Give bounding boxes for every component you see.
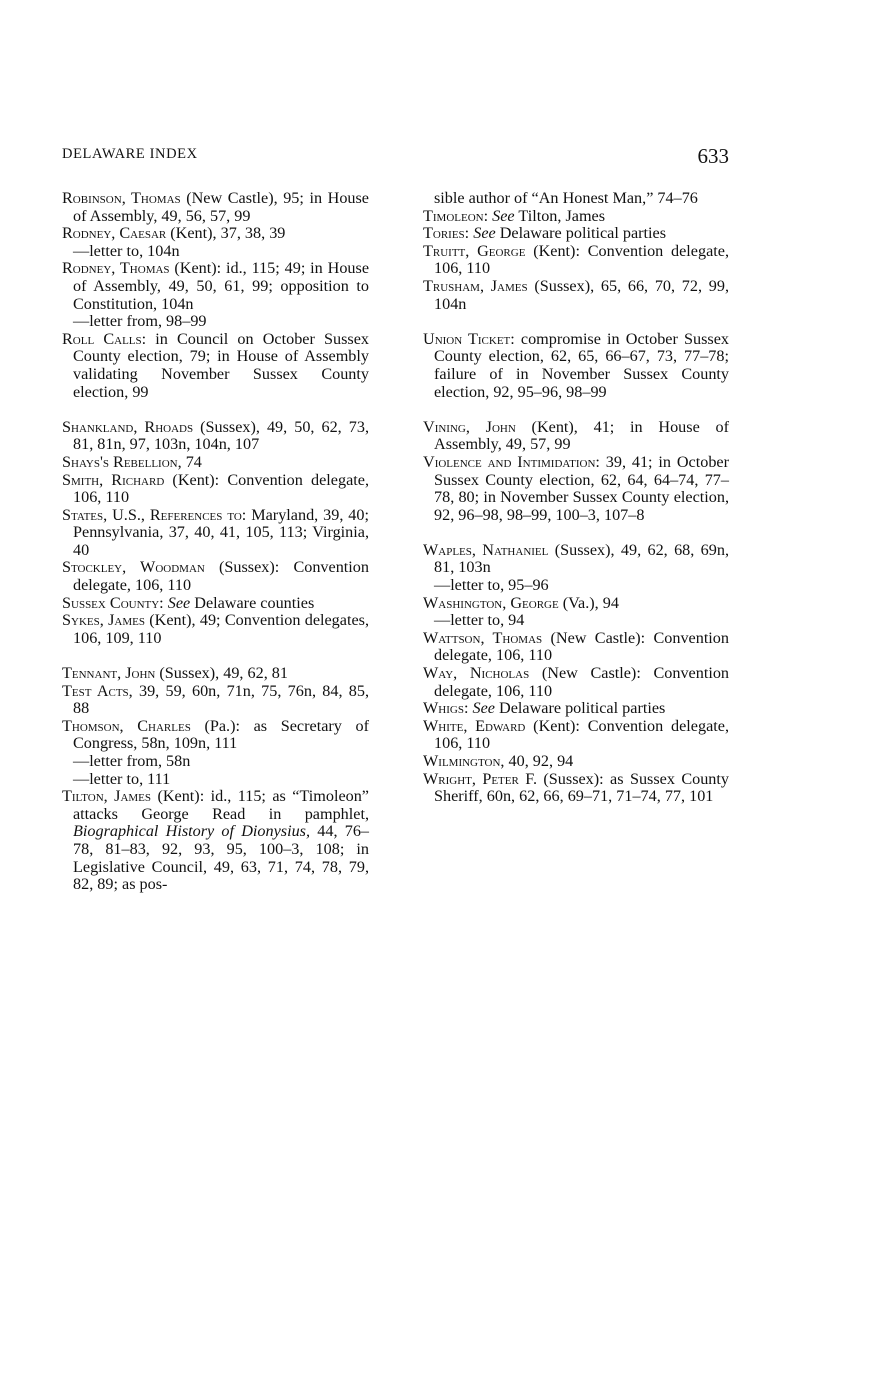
entry-heading: Roll Calls: [62,329,147,348]
index-entry: Vining, John (Kent), 41; in House of Assembly, 49, 57, 99 [423,417,730,454]
entry-heading: Tilton, James [62,787,152,806]
entry-heading: Trusham, James [423,276,528,295]
index-entry: Rodney, Thomas (Kent): id., 115; 49; in House of Assembly, 49, 50, 61, 99; opposition to Constitution, 104n [62,259,370,313]
index-entry: Waples, Nathaniel (Sussex), 49, 62, 68, 69n, 81, 103n [423,540,729,577]
sub-entry: —letter to, 94 [434,611,525,630]
index-entry: Wattson, Thomas (New Castle): Convention delegate, 106, 110 [423,628,729,665]
entry-heading: Truitt, George [423,241,526,260]
entry-heading: Robinson, Thomas [62,189,181,207]
index-entry: Roll Calls: in Council on October Sussex County election, 79; in House of Assembly validating November Sussex County election, 99 [62,329,369,401]
index-entry: Wilmington, 40, 92, 94 [423,752,574,770]
pamphlet-title: Biographical History of Dionysius, [73,822,311,841]
index-entry: Washington, George (Va.), 94 [423,593,619,612]
entry-heading: Whigs: [423,699,469,718]
entry-heading: Smith, Richard [62,470,165,489]
entry-heading: States, U.S., References to: [62,505,247,524]
index-entry-continued: sible author of “An Honest Man,” 74–76 [434,189,698,207]
sub-entry: —letter from, 58n [73,752,191,770]
index-entry: Violence and Intimidation: 39, 41; in October Sussex County election, 62, 64, 64–74, 77–78, 80; in November Sussex County election, 92, 96–98, 98–99, 100–3, 107–8 [423,452,729,524]
index-entry: Whigs: See Delaware political parties [423,699,666,718]
page-number: 633 [697,144,729,168]
index-entry: Test Acts, 39, 59, 60n, 71n, 75, 76n, 84, 85, 88 [62,681,370,718]
index-entry: Sykes, James (Kent), 49; Convention delegates, 106, 109, 110 [62,611,369,647]
index-entry: Truitt, George (Kent): Convention delegate, 106, 110 [423,241,729,278]
index-entry: States, U.S., References to: Maryland, 39, 40; Pennsylvania, 37, 40, 41, 105, 113; Virginia, 40 [62,505,369,559]
sub-entry: —letter from, 98–99 [73,312,207,331]
index-entry: Shays's Rebellion, 74 [62,452,202,471]
index-entry: Robinson, Thomas (New Castle), 95; in House of Assembly, 49, 56, 57, 99 [62,189,369,225]
index-entry: Rodney, Caesar (Kent), 37, 38, 39 [62,224,286,243]
entry-heading: Vining, John [423,417,516,436]
entry-heading: Sykes, James [62,611,145,630]
entry-heading: Test Acts, [62,681,133,700]
index-entry: Stockley, Woodman (Sussex): Convention delegate, 106, 110 [62,558,369,595]
index-entry: White, Edward (Kent): Convention delegate, 106, 110 [423,716,729,753]
entry-heading: Union Ticket: [423,329,515,348]
index-entry: Shankland, Rhoads (Sussex), 49, 50, 62, 73, 81, 81n, 97, 103n, 104n, 107 [62,417,369,454]
entry-heading: Wright, Peter F. [423,769,537,788]
index-entry: Smith, Richard (Kent): Convention delegate, 106, 110 [62,470,369,507]
index-entry: Tennant, John (Sussex), 49, 62, 81 [62,664,288,683]
entry-heading: Rodney, Thomas [62,259,170,278]
sub-entry: —letter to, 104n [73,241,180,260]
entry-heading: Violence and Intimidation: [423,452,600,471]
entry-heading: Wilmington, [423,752,505,770]
entry-heading: Tennant, John [62,664,156,683]
index-entry: Union Ticket: compromise in October Sussex County election, 62, 65, 66–67, 73, 77–78; failure of in November Sussex County election, 92, 95–96, 98–99 [423,329,729,401]
index-entry: Trusham, James (Sussex), 65, 66, 70, 72, 99, 104n [423,276,729,313]
entry-heading: White, Edward [423,716,526,735]
entry-heading: Way, Nicholas [423,664,530,683]
running-head: DELAWARE INDEX [62,146,198,162]
index-entry: Thomson, Charles (Pa.): as Secretary of Congress, 58n, 109n, 111 [62,716,369,753]
index-entry: Sussex County: See Delaware counties [62,593,315,612]
entry-heading: Stockley, Woodman [62,558,205,577]
entry-heading: Wattson, Thomas [423,628,543,647]
entry-heading: Rodney, Caesar [62,224,167,243]
index-entry: Way, Nicholas (New Castle): Convention delegate, 106, 110 [423,664,730,700]
entry-heading: Timoleon: [423,206,489,225]
entry-heading: Tories: [423,224,470,243]
entry-heading: Shays's Rebellion, [62,452,182,471]
entry-heading: Waples, Nathaniel [423,540,549,559]
index-column-left [62,190,369,894]
index-entry: Tilton, James (Kent): id., 115; as “Timoleon” attacks George Read in pamphlet, Biographical History of Dionysius, 44, 76–78, 81–83, 92, 93, 95, 100–3, 108; in Legislative Council, 49, 63, 71, 74, 78, 79, 82, 89; as pos- [62,787,369,894]
sub-entry: —letter to, 95–96 [434,576,549,595]
index-entry: Tories: See Delaware political parties [423,224,667,243]
index-entry: Wright, Peter F. (Sussex): as Sussex County Sheriff, 60n, 62, 66, 69–71, 71–74, 77, 101 [423,769,729,806]
entry-heading: Thomson, Charles [62,716,191,735]
sub-entry: —letter to, 111 [73,769,171,788]
entry-heading: Washington, George [423,593,559,612]
index-column-right [423,190,729,806]
entry-heading: Shankland, Rhoads [62,417,194,436]
entry-heading: Sussex County: [62,593,164,612]
index-entry: Timoleon: See Tilton, James [423,206,606,225]
